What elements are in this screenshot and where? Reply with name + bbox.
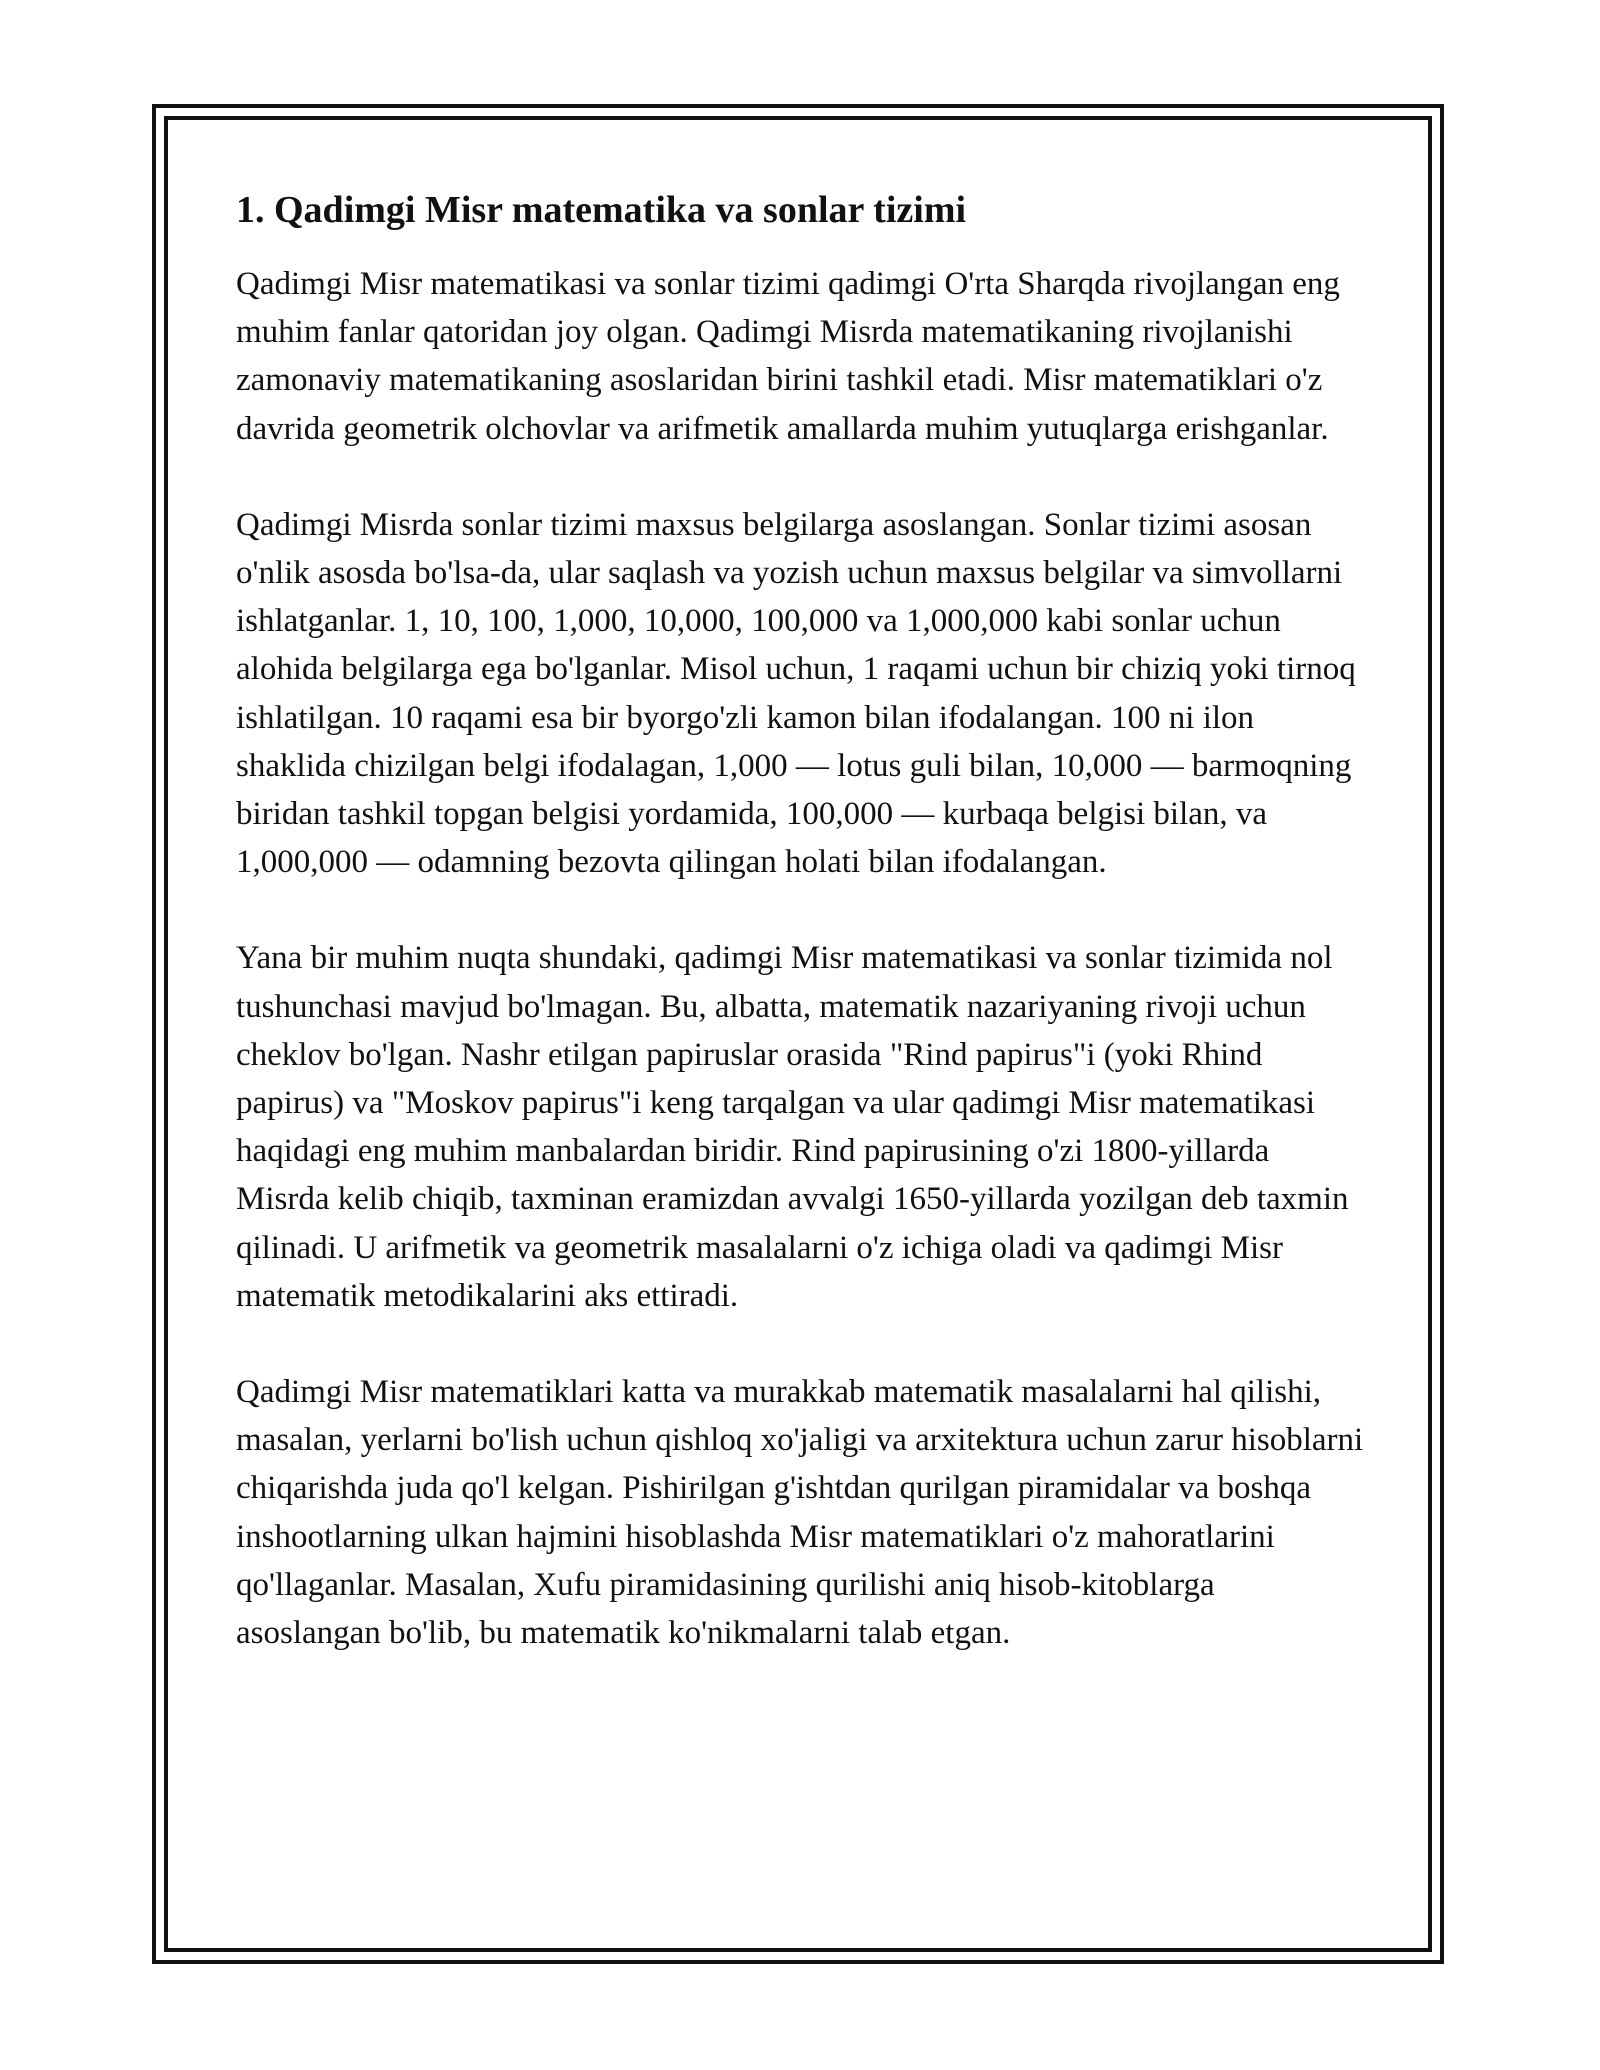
paragraph-applications: Qadimgi Misr matematiklari katta va murakkab matematik masalalarni hal qilishi, masalan, yerlarni bo'lish uchun qishloq xo'jaligi va arxitektura uchun zarur hisoblarni chiqarishda juda qo'l kelgan. Pishirilgan g'ishtdan qurilgan piramidalar va boshqa inshootlarning ulkan hajmini hisoblashda Misr matematiklari o'z mahoratlarini qo'llaganlar. Masalan, Xufu piramidasining qurilishi aniq hisob-kitoblarga asoslangan bo'lib, bu matematik ko'nikmalarni talab etgan. xyxy=(236,1374,1364,1652)
paragraph-intro: Qadimgi Misr matematikasi va sonlar tizimi qadimgi O'rta Sharqda rivojlangan eng muhim fanlar qatoridan joy olgan. Qadimgi Misrda matematikaning rivojlanishi zamonaviy matematikaning asoslaridan birini tashkil etadi. Misr matematiklari o'z davrida geometrik olchovlar va arifmetik amallarda muhim yutuqlarga erishganlar. xyxy=(236,266,1340,447)
paragraph-zero-and-papyri: Yana bir muhim nuqta shundaki, qadimgi Misr matematikasi va sonlar tizimida nol tushunchasi mavjud bo'lmagan. Bu, albatta, matematik nazariyaning rivoji uchun cheklov bo'lgan. Nashr etilgan papiruslar orasida "Rind papirus"i (yoki Rhind papirus) va "Moskov papirus"i keng tarqalgan va ular qadimgi Misr matematikasi haqidagi eng muhim manbalardan biridir. Rind papirusining o'zi 1800-yillarda Misrda kelib chiqib, taxminan eramizdan avvalgi 1650-yillarda yozilgan deb taxmin qilinadi. U arifmetik va geometrik masalalarni o'z ichiga oladi va qadimgi Misr matematik metodikalarini aks ettiradi. xyxy=(236,940,1349,1314)
section-heading: 1. Qadimgi Misr matematika va sonlar tizimi xyxy=(236,189,967,231)
document-body xyxy=(236,186,1366,1705)
paragraph-number-symbols: Qadimgi Misrda sonlar tizimi maxsus belgilarga asoslangan. Sonlar tizimi asosan o'nlik asosda bo'lsa-da, ular saqlash va yozish uchun maxsus belgilar va simvollarni ishlatganlar. 1, 10, 100, 1,000, 10,000, 100,000 va 1,000,000 kabi sonlar uchun alohida belgilarga ega bo'lganlar. Misol uchun, 1 raqami uchun bir chiziq yoki tirnoq ishlatilgan. 10 raqami esa bir byorgo'zli kamon bilan ifodalangan. 100 ni ilon shaklida chizilgan belgi ifodalagan, 1,000 — lotus guli bilan, 10,000 — barmoqning biridan tashkil topgan belgisi yordamida, 100,000 — kurbaqa belgisi bilan, va 1,000,000 — odamning bezovta qilingan holati bilan ifodalangan. xyxy=(236,506,1356,881)
